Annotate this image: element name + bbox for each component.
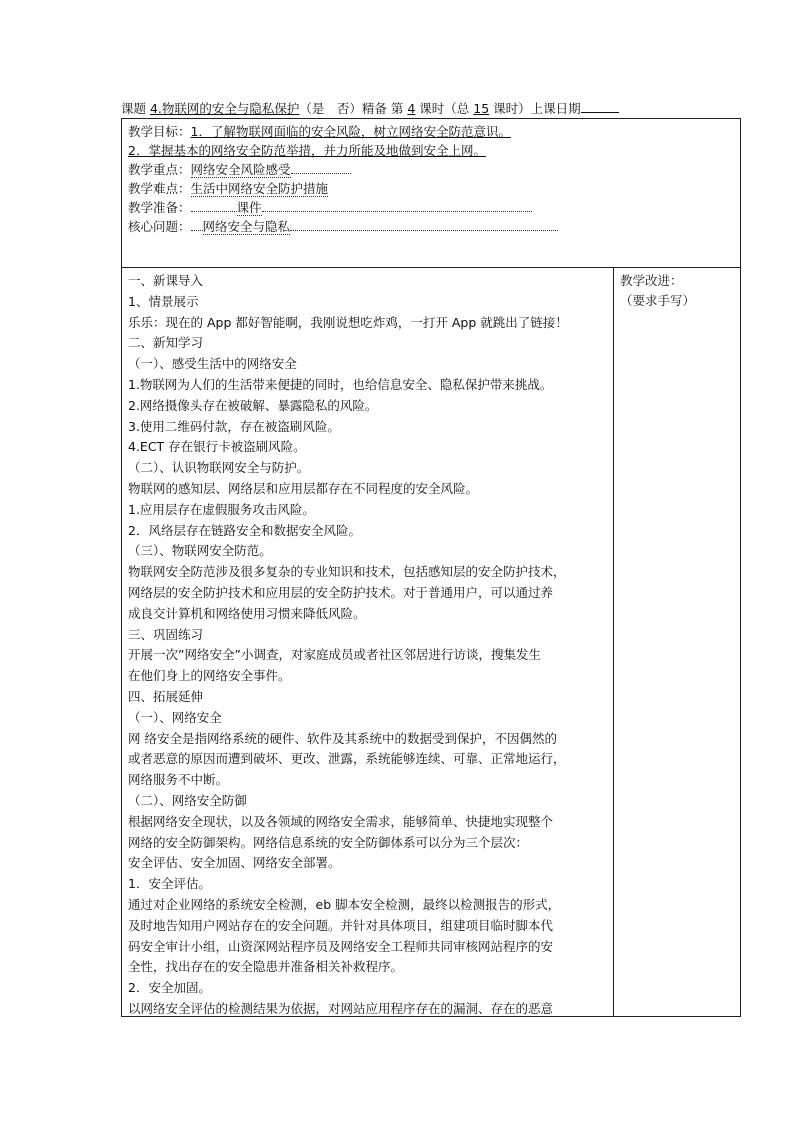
header-label: 课题	[121, 101, 150, 116]
content-line: 一、新课导入	[128, 273, 204, 288]
content-line: 2.网络摄像头存在被破解、暴露隐私的风险。	[128, 397, 378, 413]
content-line: （二）、网络安全防御	[128, 792, 247, 808]
content-line: 三、巩固练习	[128, 626, 204, 642]
difficulty: 生活中网络安全防护措施	[190, 181, 329, 196]
content-line: 物联网安全防范涉及很多复杂的专业知识和技术，包括感知层的安全防护技术，	[128, 564, 566, 580]
total-lessons: 15	[473, 101, 490, 116]
prep: 课件	[236, 200, 262, 215]
content-line: 网络的安全防御架构。网络信息系统的安全防御体系可以分为三个层次：	[128, 834, 529, 850]
goal-line-2	[128, 141, 728, 160]
content-line: 及时地告知用户网站存在的安全问题。并针对具体项目，组建项目临时脚本代	[128, 917, 554, 933]
key-point: 网络安全风险感受	[190, 162, 291, 177]
content-line: 通过对企业网络的系统安全检测，eb 脚本安全检测，最终以检测报告的形式，	[128, 896, 561, 912]
content-line: 全性，找出存在的安全隐患并准备相关补救程序。	[128, 959, 404, 975]
difficulty-line: 教学难点：生活中网络安全防护措施	[128, 181, 329, 196]
content-line: 安全评估、安全加固、网络安全部署。	[128, 855, 341, 871]
key-point-line: 教学重点：网络安全风险感受	[128, 160, 728, 179]
content-line: 在他们身上的网络安全事件。	[128, 668, 291, 684]
prep-line: 教学准备： 课件	[128, 198, 728, 217]
content-line: 1.应用层存在虚假服务攻击风险。	[128, 501, 315, 517]
content-line: （三）、物联网安全防范。	[128, 543, 272, 559]
content-line: 4.ECT 存在银行卡被盗刷风险。	[128, 439, 306, 455]
objectives-box	[121, 118, 741, 268]
content-line: （一）、感受生活中的网络安全	[128, 356, 297, 372]
header-text: （是 否）精备 第	[299, 101, 408, 116]
core-question: 网络安全与隐私	[202, 219, 291, 234]
content-line: 1.物联网为人们的生活带来便捷的同时，也给信息安全、隐私保护带来挑战。	[128, 376, 553, 392]
improvement-label: 教学改进：	[620, 273, 683, 288]
improvement-column	[620, 271, 735, 311]
header-text: 课时（总	[415, 101, 474, 116]
content-line: 1、情景展示	[128, 293, 199, 309]
improvement-note: （要求手写）	[620, 293, 696, 308]
lesson-title: 4.物联网的安全与隐私保护	[149, 101, 300, 116]
content-line: 二、新知学习	[128, 335, 204, 351]
lesson-content	[128, 271, 612, 1020]
content-line: 1．安全评估。	[128, 876, 211, 892]
content-line: 成良交计算机和网络使用习惯来降低风险。	[128, 605, 366, 621]
content-line: 或者恶意的原因而遭到破坏、更改、泄露，系统能够连续、可靠、正常地运行，	[128, 751, 566, 767]
content-line: 3.使用二维码付款，存在被盗刷风险。	[128, 418, 340, 434]
content-line: 以网络安全评估的检测结果为依据，对网站应用程序存在的漏洞、存在的恶意	[128, 1000, 554, 1016]
lesson-header	[121, 100, 741, 118]
goal-2: 2．掌握基本的网络安全防范举措，并力所能及地做到安全上网。	[128, 143, 486, 158]
content-line: 四、拓展延伸	[128, 688, 204, 704]
content-line: 2．安全加固。	[128, 980, 211, 996]
content-line: 网 络安全是指网络系统的硬件、软件及其系统中的数据受到保护，不因偶然的	[128, 730, 557, 746]
content-line: 开展一次”网络安全”小调查，对家庭成员或者社区邻居进行访谈，搜集发生	[128, 647, 541, 663]
content-line: 网络层的安全防护技术和应用层的安全防护技术。对于普通用户，可以通过养	[128, 584, 554, 600]
goal-line-1: 教学目标：1．了解物联网面临的安全风险，树立网络安全防范意识。	[128, 124, 511, 139]
content-line: （一）、网络安全	[128, 709, 222, 725]
column-divider	[613, 268, 614, 1017]
content-line: 网络服务不中断。	[128, 772, 229, 788]
header-date-label: 课时）上课日期	[489, 101, 581, 116]
content-line: 乐乐：现在的 App 都好智能啊，我刚说想吃炸鸡，一打开 App 就跳出了链接！	[128, 314, 568, 330]
lesson-number: 4	[407, 101, 416, 116]
content-line: 码安全审计小组，山资深网站程序员及网络安全工程师共同审核网站程序的安	[128, 938, 554, 954]
content-box	[121, 268, 741, 1017]
date-blank	[581, 100, 619, 113]
core-question-line: 核心问题： 网络安全与隐私	[128, 217, 728, 236]
content-line: 根据网络安全现状，以及各领域的网络安全需求，能够简单、快捷地实现整个	[128, 813, 554, 829]
content-line: （二）、认识物联网安全与防护。	[128, 460, 310, 476]
goal-1: 1．了解物联网面临的安全风险，树立网络安全防范意识。	[190, 124, 511, 139]
content-line: 物联网的感知层、网络层和应用层都存在不同程度的安全风险。	[128, 480, 479, 496]
content-line: 2．风络层存在链路安全和数据安全风险。	[128, 522, 361, 538]
